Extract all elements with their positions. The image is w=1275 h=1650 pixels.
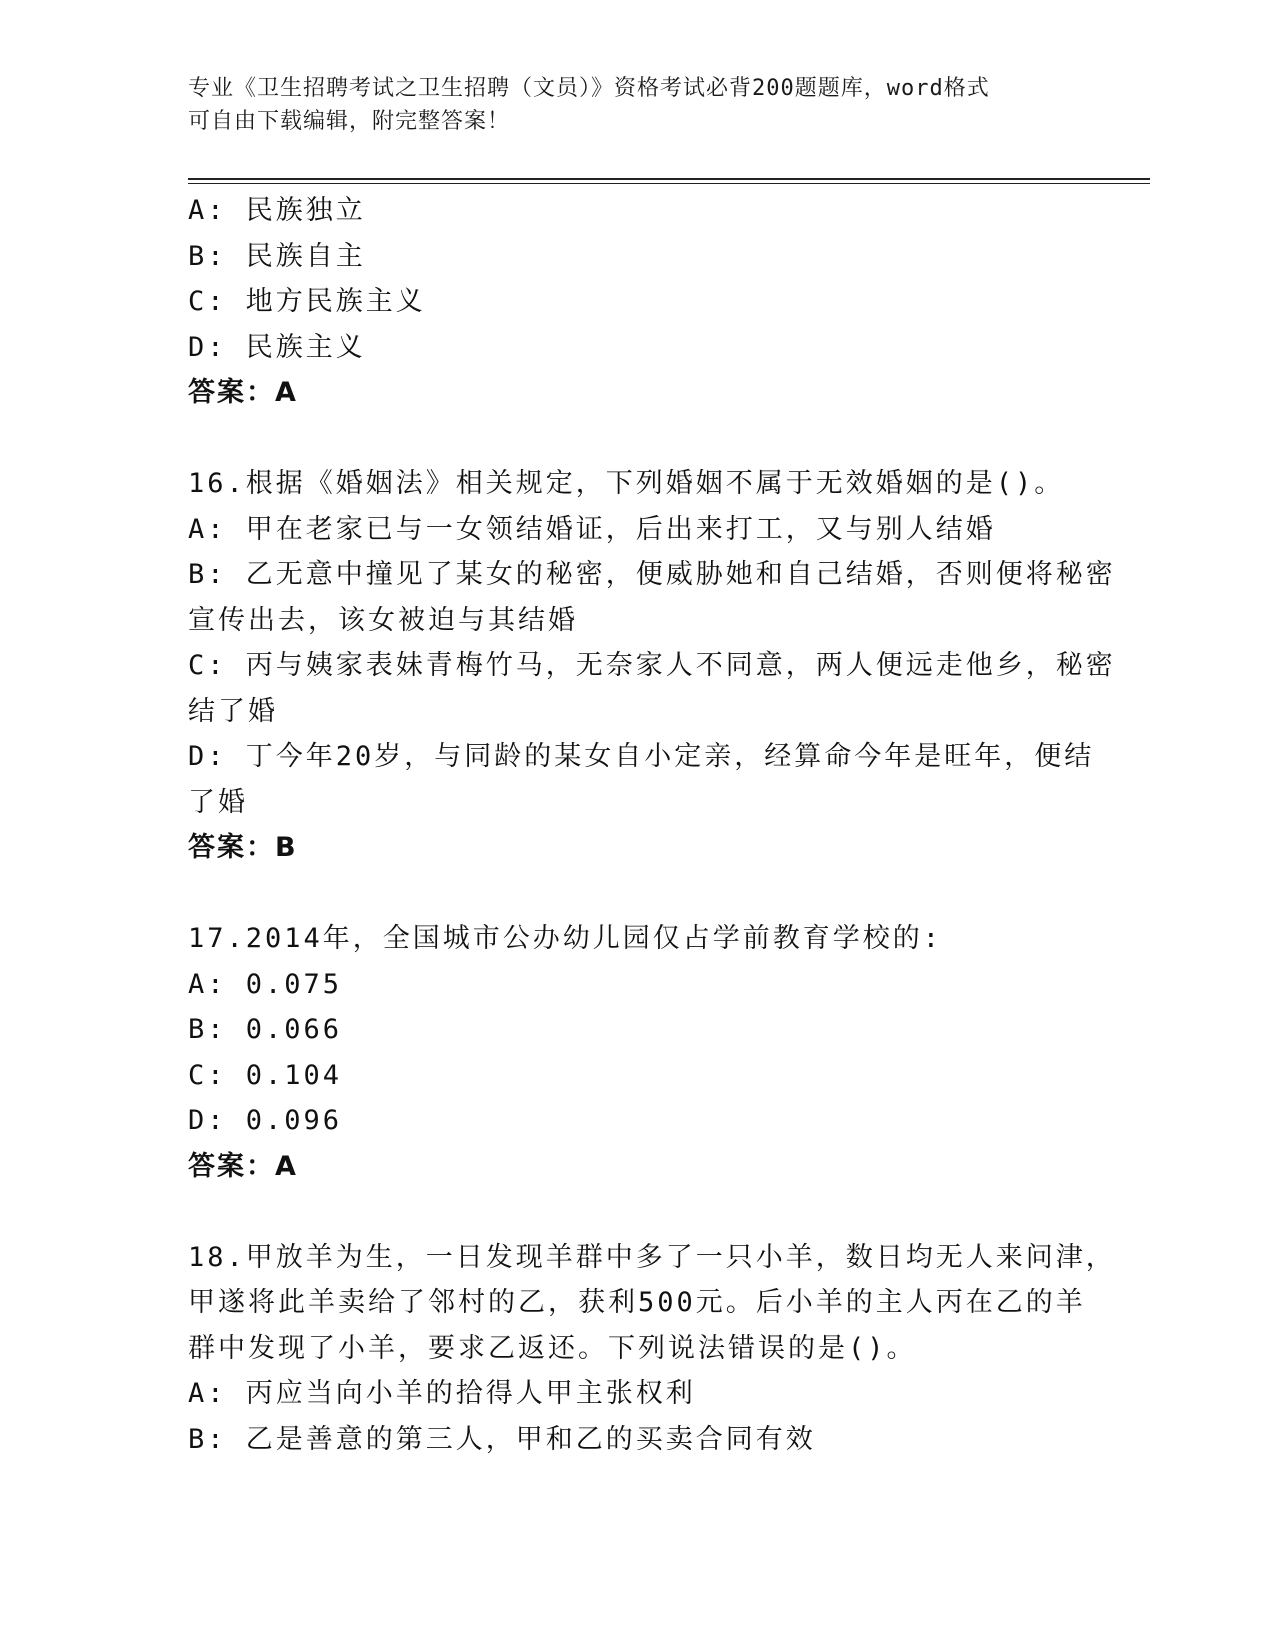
q17-option-c: C: 0.104 — [188, 1059, 343, 1091]
q16-option-b-line1: B: 乙无意中撞见了某女的秘密，便威胁她和自己结婚，否则便将秘密 — [188, 559, 1116, 590]
q15-option-d: D: 民族主义 — [188, 331, 366, 363]
q18-option-a: A: 丙应当向小羊的拾得人甲主张权利 — [188, 1378, 696, 1409]
q17-option-d: D: 0.096 — [188, 1105, 343, 1136]
q18-stem-line1: 18.甲放羊为生，一日发现羊群中多了一只小羊，数日均无人来问津， — [188, 1241, 1116, 1273]
page-header — [188, 72, 1068, 138]
q16-option-d-line1: D: 丁今年20岁，与同龄的某女自小定亲，经算命今年是旺年，便结 — [188, 741, 1095, 772]
q16-option-c-line1: C: 丙与姨家表妹青梅竹马，无奈家人不同意，两人便远走他乡，秘密 — [188, 650, 1116, 681]
q15-option-c: C: 地方民族主义 — [188, 286, 426, 317]
q16-option-d-line2: 了婚 — [188, 786, 248, 818]
question-15 — [188, 188, 1088, 416]
q15-option-a: A: 民族独立 — [188, 195, 366, 226]
q18-option-b: B: 乙是善意的第三人，甲和乙的买卖合同有效 — [188, 1423, 816, 1455]
header-rule-thin — [188, 183, 1150, 184]
question-16 — [188, 461, 1116, 871]
question-17 — [188, 916, 1088, 1189]
document-body — [188, 188, 1116, 1462]
question-18 — [188, 1235, 1116, 1463]
header-line-1: 专业《卫生招聘考试之卫生招聘（文员）》资格考试必背200题题库，word格式 — [188, 76, 990, 101]
q15-option-b: B: 民族自主 — [188, 240, 366, 272]
q16-option-a: A: 甲在老家已与一女领结婚证，后出来打工，又与别人结婚 — [188, 513, 996, 545]
spacer — [188, 871, 1088, 917]
q16-option-c-line2: 结了婚 — [188, 695, 278, 727]
q17-option-b: B: 0.066 — [188, 1014, 343, 1045]
header-rule-thick — [188, 178, 1150, 180]
q18-stem-line2: 甲遂将此羊卖给了邻村的乙，获利500元。后小羊的主人丙在乙的羊 — [188, 1287, 1086, 1318]
q15-answer: 答案：A — [188, 377, 298, 408]
q17-stem: 17.2014年，全国城市公办幼儿园仅占学前教育学校的: — [188, 923, 943, 954]
q18-stem-line3: 群中发现了小羊，要求乙返还。下列说法错误的是()。 — [188, 1332, 917, 1364]
q16-stem: 16.根据《婚姻法》相关规定，下列婚姻不属于无效婚姻的是()。 — [188, 468, 1065, 499]
q16-answer: 答案：B — [188, 832, 298, 863]
header-line-2: 可自由下载编辑，附完整答案！ — [188, 109, 511, 134]
q17-answer: 答案：A — [188, 1150, 298, 1182]
q17-option-a: A: 0.075 — [188, 968, 343, 1000]
spacer — [188, 1189, 1088, 1235]
spacer — [188, 416, 1088, 462]
q16-option-b-line2: 宣传出去，该女被迫与其结婚 — [188, 604, 578, 636]
